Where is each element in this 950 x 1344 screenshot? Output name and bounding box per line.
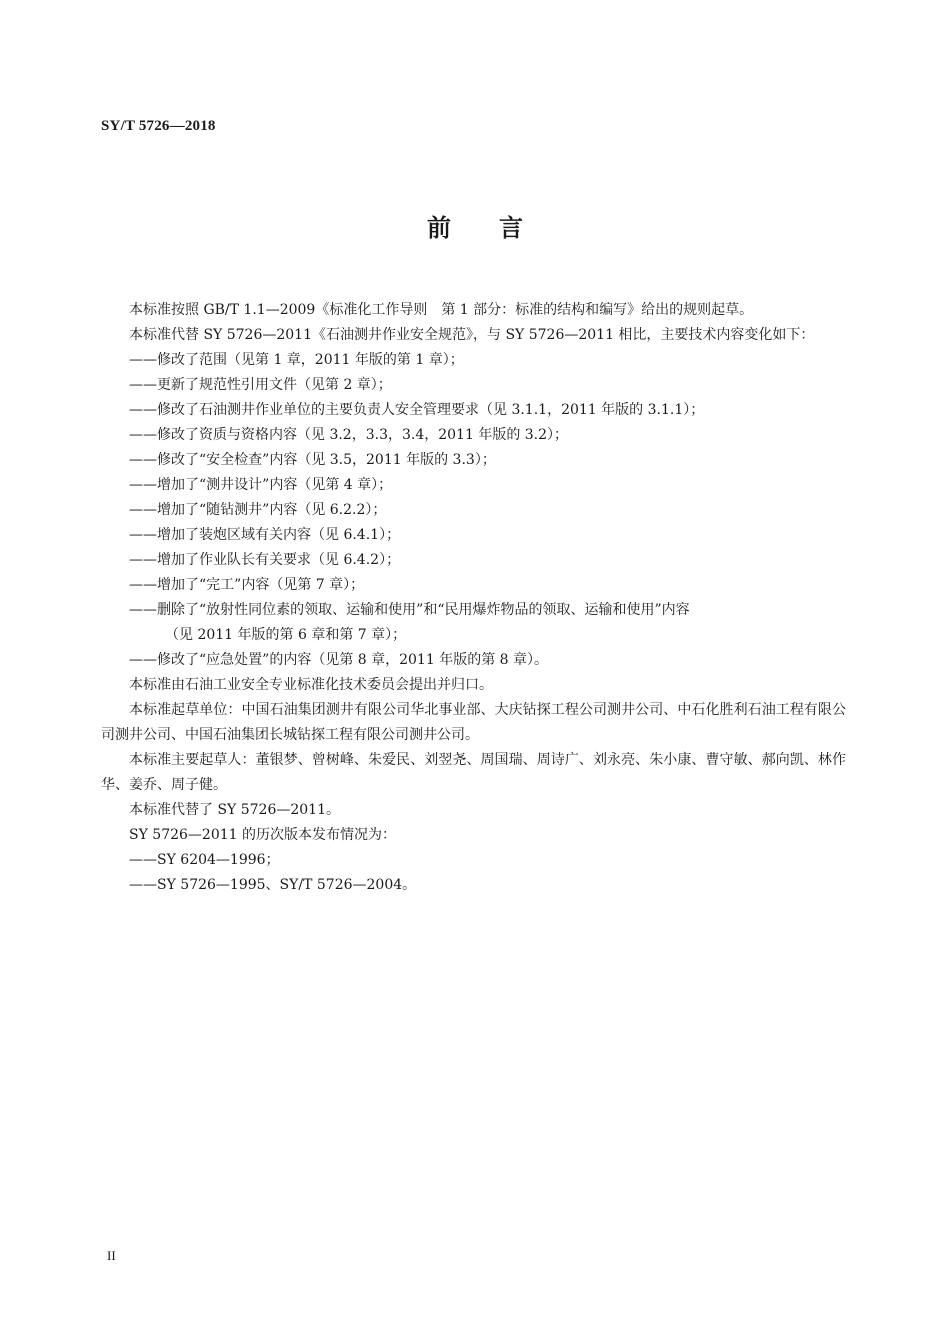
paragraph-drafters: 本标准主要起草人：董银梦、曾树峰、朱爱民、刘翌尧、周国瑞、周诗广、刘永亮、朱小康、曹守敏、郝向凯、林作华、姜乔、周子健。 (101, 752, 846, 793)
change-item-continuation: （见 2011 年版的第 6 章和第 7 章）； (165, 627, 407, 643)
paragraph-drafting-units: 本标准起草单位：中国石油集团测井有限公司华北事业部、大庆钻探工程公司测井公司、中石化胜利石油工程有限公司测井公司、中国石油集团长城钻探工程有限公司测井公司。 (101, 702, 846, 743)
paragraph-history-intro: SY 5726—2011 的历次版本发布情况为： (129, 827, 396, 843)
change-item: ——增加了装炮区域有关内容（见 6.4.1）； (129, 527, 401, 543)
paragraph-proposed-by: 本标准由石油工业安全专业标准化技术委员会提出并归口。 (129, 677, 493, 693)
change-item: ——增加了“完工”内容（见第 7 章）； (129, 577, 365, 593)
change-item: ——修改了“安全检查”内容（见 3.5，2011 年版的 3.3）； (129, 452, 496, 468)
change-item: ——修改了范围（见第 1 章，2011 年版的第 1 章）； (129, 352, 464, 368)
history-item: ——SY 6204—1996； (129, 852, 280, 868)
change-item: ——修改了“应急处置”的内容（见第 8 章，2011 年版的第 8 章）。 (129, 652, 549, 668)
paragraph-supersedes: 本标准代替了 SY 5726—2011。 (129, 802, 340, 818)
change-item: ——修改了石油测井作业单位的主要负责人安全管理要求（见 3.1.1，2011 年版的 3.1.1）； (129, 402, 705, 418)
change-item: ——增加了“随钻测井”内容（见 6.2.2）； (129, 502, 387, 518)
change-item: ——修改了资质与资格内容（见 3.2，3.3，3.4，2011 年版的 3.2）； (129, 427, 569, 443)
change-item: ——增加了作业队长有关要求（见 6.4.2）； (129, 552, 401, 568)
page-number: II (107, 1248, 116, 1263)
paragraph-replacement: 本标准代替 SY 5726—2011《石油测井作业安全规范》，与 SY 5726—2011 相比，主要技术内容变化如下： (129, 327, 815, 343)
history-item: ——SY 5726—1995、SY/T 5726—2004。 (129, 877, 417, 893)
change-item: ——增加了“测井设计”内容（见第 4 章）； (129, 477, 393, 493)
page-title: 前言 (427, 214, 571, 242)
foreword-body (101, 298, 846, 898)
document-code: SY/T 5726—2018 (101, 118, 216, 134)
change-item: ——删除了“放射性同位素的领取、运输和使用”和“民用爆炸物品的领取、运输和使用”内容 (129, 602, 690, 618)
paragraph-drafting-rules: 本标准按照 GB/T 1.1—2009《标准化工作导则 第 1 部分：标准的结构和编写》给出的规则起草。 (129, 302, 754, 318)
change-item: ——更新了规范性引用文件（见第 2 章）； (129, 377, 392, 393)
